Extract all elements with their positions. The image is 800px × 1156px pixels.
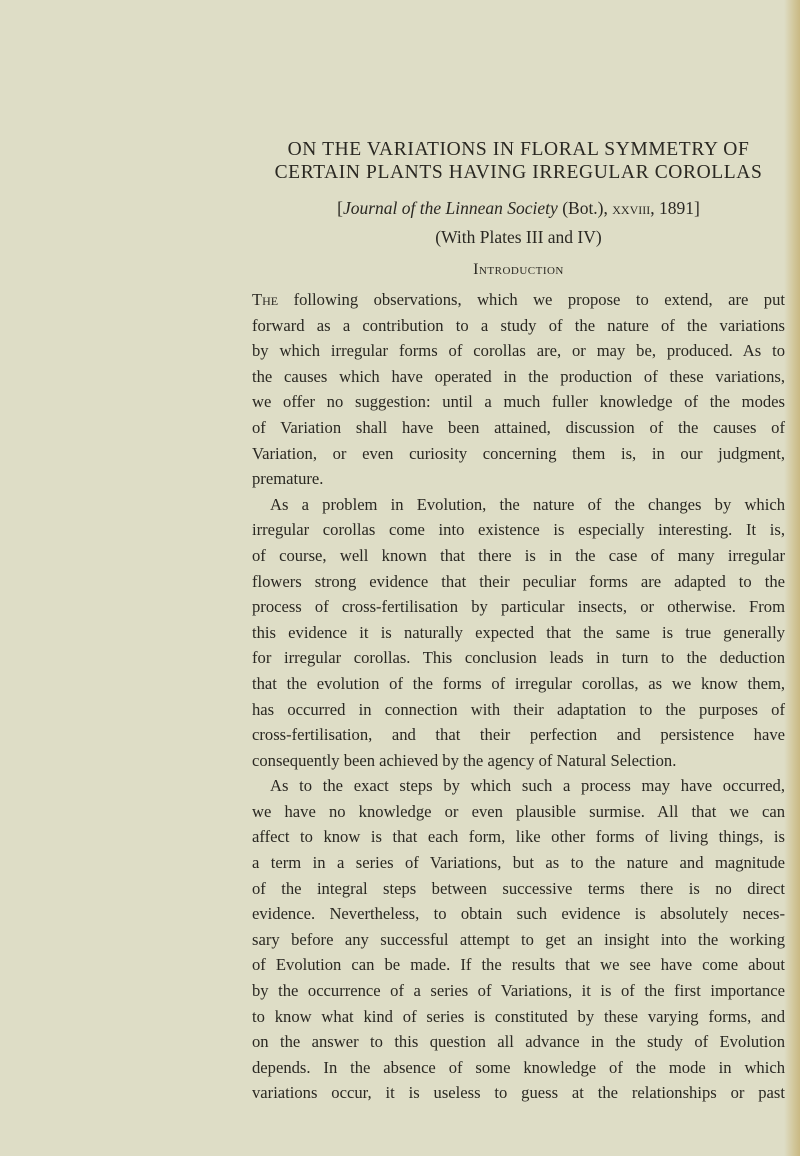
citation-open: [ <box>337 198 343 218</box>
text-line-content: of the integral steps between successive terms there is no direct <box>252 878 785 898</box>
text-line-content: irregular corollas come into existence is especially interesting. It is, <box>252 520 785 540</box>
text-line-content: the causes which have operated in the production of these variations, <box>252 366 785 386</box>
text-line <box>252 1055 785 1081</box>
text-line <box>252 901 785 927</box>
text-line <box>252 1029 785 1055</box>
text-line <box>252 645 785 671</box>
text-line <box>252 543 785 569</box>
text-line-content: premature. <box>252 469 324 489</box>
text-line <box>252 799 785 825</box>
text-line <box>252 441 785 467</box>
text-line-content: that the evolution of the forms of irregular corollas, as we know them, <box>252 673 785 693</box>
text-line <box>252 517 785 543</box>
text-line <box>252 492 785 518</box>
text-line-content: for irregular corollas. This conclusion leads in turn to the deduction <box>252 648 785 668</box>
page-edge <box>784 0 800 1156</box>
text-line-content: has occurred in connection with their adaptation to the purposes of <box>252 699 785 719</box>
text-line-content: following observations, which we propose to extend, are put <box>278 290 785 309</box>
text-line-content: forward as a contribution to a study of the nature of the variations <box>252 315 785 335</box>
text-line-content: by the occurrence of a series of Variations, it is of the first importance <box>252 981 785 1001</box>
text-line <box>252 620 785 646</box>
text-line-content: affect to know is that each form, like other forms of living things, is <box>252 827 785 847</box>
text-line-content: to know what kind of series is constituted by these varying forms, and <box>252 1006 785 1026</box>
article-title-line-2: CERTAIN PLANTS HAVING IRREGULAR COROLLAS <box>274 162 763 183</box>
text-line-content: As to the exact steps by which such a process may have occurred, <box>270 776 785 796</box>
text-line-content: we offer no suggestion: until a much fuller knowledge of the modes <box>252 392 785 412</box>
text-line-content: flowers strong evidence that their peculiar forms are adapted to the <box>252 571 785 591</box>
text-line <box>252 722 785 748</box>
text-line-content: evidence. Nevertheless, to obtain such evidence is absolutely neces- <box>252 904 785 924</box>
text-line <box>252 952 785 978</box>
text-line <box>252 313 785 339</box>
text-line <box>252 338 785 364</box>
text-line-content: sary before any successful attempt to get an insight into the working <box>252 929 785 949</box>
text-line <box>252 569 785 595</box>
text-line <box>252 850 785 876</box>
text-line-content: As a problem in Evolution, the nature of the changes by which <box>270 494 785 514</box>
text-line-content: of course, well known that there is in the case of many irregular <box>252 545 785 565</box>
first-word: The <box>252 290 279 309</box>
text-line <box>252 671 785 697</box>
text-line-content: depends. In the absence of some knowledge of the mode in which <box>252 1057 785 1077</box>
text-line-content: on the answer to this question all advance in the study of Evolution <box>252 1032 785 1052</box>
section-heading: Introduction <box>473 261 564 278</box>
citation-year: , 1891] <box>650 198 700 218</box>
text-line <box>252 978 785 1004</box>
text-line <box>252 415 785 441</box>
text-line-content: process of cross-fertilisation by particular insects, or otherwise. From <box>252 597 785 617</box>
text-line-content: consequently been achieved by the agency of Natural Selection. <box>252 750 677 770</box>
text-line <box>252 594 785 620</box>
text-line-content: we have no knowledge or even plausible surmise. All that we can <box>252 801 785 821</box>
text-line <box>252 287 785 313</box>
text-line <box>252 389 785 415</box>
citation-section: (Bot.), <box>557 198 613 218</box>
text-line-content: cross-fertilisation, and that their perfection and persistence have <box>252 725 785 745</box>
text-line <box>252 1004 785 1030</box>
citation-volume: xxviii <box>612 198 651 218</box>
text-line <box>252 364 785 390</box>
text-line-content: of Variation shall have been attained, discussion of the causes of <box>252 417 785 437</box>
text-line <box>252 1080 785 1106</box>
text-line-content: variations occur, it is useless to guess at the relationships or past <box>252 1083 785 1103</box>
journal-name: Journal of the Linnean Society <box>342 198 558 218</box>
body-text <box>252 287 785 1106</box>
text-line-content: a term in a series of Variations, but as to the nature and magnitude <box>252 853 785 873</box>
text-line <box>252 773 785 799</box>
text-line <box>252 697 785 723</box>
text-line-content: of Evolution can be made. If the results that we see have come about <box>252 955 785 975</box>
text-line <box>252 927 785 953</box>
text-line <box>252 748 785 774</box>
text-line <box>252 466 785 492</box>
text-line <box>252 824 785 850</box>
text-line-content: this evidence it is naturally expected that the same is true generally <box>252 622 785 642</box>
plates-note: (With Plates III and IV) <box>435 227 602 247</box>
text-line <box>252 876 785 902</box>
citation <box>252 198 785 219</box>
text-line-content: by which irregular forms of corollas are, or may be, produced. As to <box>252 341 785 361</box>
text-line-content: Variation, or even curiosity concerning them is, in our judgment, <box>252 443 785 463</box>
article-title-line-1: ON THE VARIATIONS IN FLORAL SYMMETRY OF <box>287 139 750 160</box>
